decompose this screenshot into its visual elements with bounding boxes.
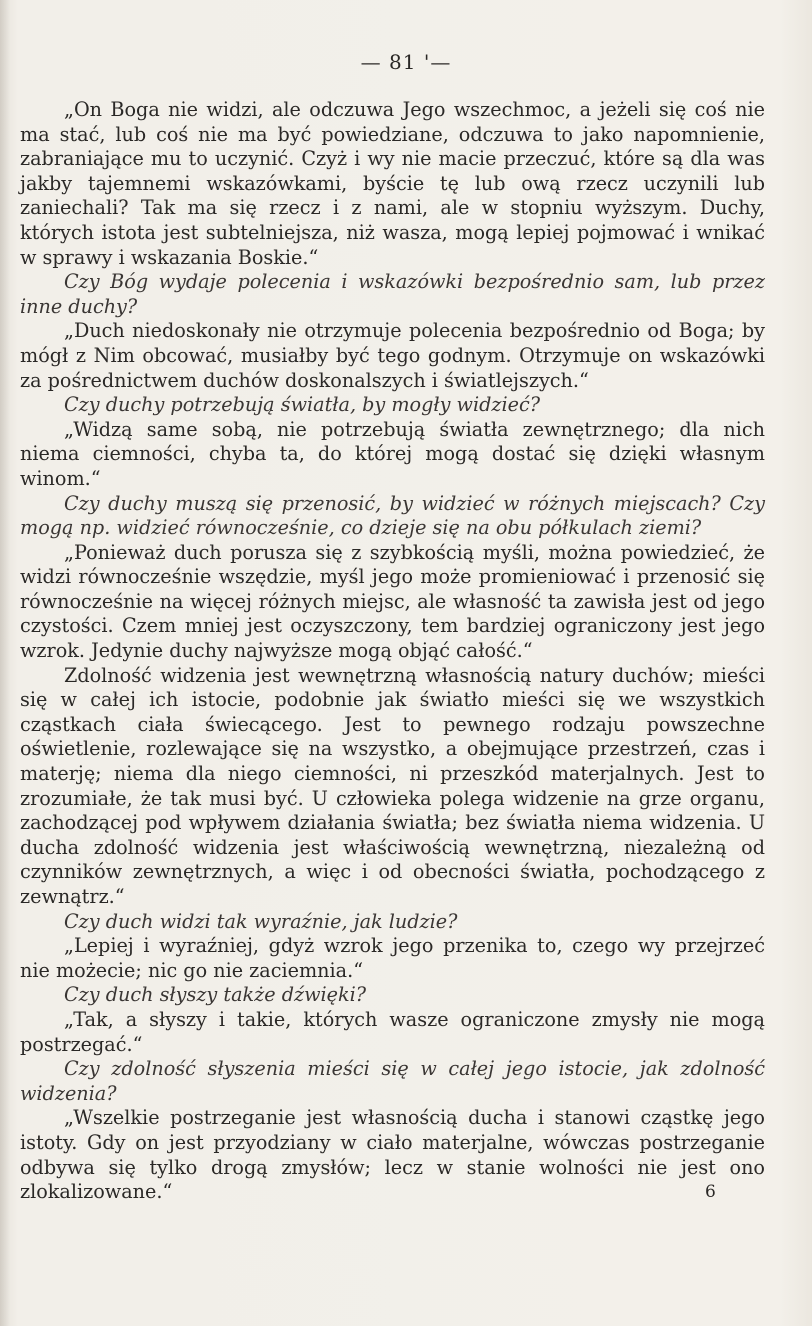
paragraph-answer: „Tak, a słyszy i takie, których wasze ograniczone zmysły nie mogą postrzegać.“ <box>20 1007 765 1056</box>
page-number-header: — 81 '— <box>360 50 452 74</box>
paragraph-question: Czy duchy muszą się przenosić, by widzieć w różnych miejscach? Czy mogą np. widzieć równocześnie, co dzieje się na obu półkulach ziemi? <box>20 491 765 540</box>
paragraph-answer: „Lepiej i wyraźniej, gdyż wzrok jego przenika to, czego wy przejrzeć nie możecie; nic go nie zaciemnia.“ <box>20 934 765 982</box>
paragraph-question: Czy duch słyszy także dźwięki? <box>64 983 367 1007</box>
paragraph-question: Czy duchy potrzebują światła, by mogły widzieć? <box>64 393 541 417</box>
paragraph-question: Czy zdolność słyszenia mieści się w całej jego istocie, jak zdolność widzenia? <box>20 1057 765 1105</box>
paragraph-text: Zdolność widzenia jest wewnętrzną własnością natury duchów; mieści się w całej ich istocie, podobnie jak światło mieści się we wszystkich cząstkach ciała świecącego. Jest to pewnego rodzaju powszechne oświetlenie, rozlewające się na wszystko, a obejmujące przestrzeń, czas i materję; niema dla niego ciemności, ni przeszkód materjalnych. Jest to zrozumiałe, że tak musi być. U człowieka polega widzenie na grze organu, zachodzącej pod wpływem działania światła; bez światła niema widzenia. U ducha zdolność widzenia jest właściwością wewnętrzną, niezależną od czynników zewnętrznych, a więc i od obecności światła, pochodzącego z zewnątrz.“ <box>20 663 765 908</box>
page-edge-shadow <box>0 0 10 1326</box>
paragraph-answer: „Ponieważ duch porusza się z szybkością myśli, można powiedzieć, że widzi równocześnie wszędzie, myśl jego może promieniować i przenosić się równocześnie na więcej różnych miejsc, ale własność ta zawisła jest od jego czystości. Czem mniej jest oczyszczony, tem bardziej ograniczony jest jego wzrok. Jedynie duchy najwyższe mogą objąć całość.“ <box>20 540 765 663</box>
paragraph-question: Czy duch widzi tak wyraźnie, jak ludzie? <box>64 909 458 933</box>
paragraph-answer: „Wszelkie postrzeganie jest własnością ducha i stanowi cząstkę jego istoty. Gdy on jest przyodziany w ciało materjalne, wówczas postrzeganie odbywa się tylko drogą zmysłów; lecz w stanie wolności nie jest ono zlokalizowane.“ <box>20 1106 765 1204</box>
signature-mark: 6 <box>705 1182 716 1202</box>
paragraph-question: Czy Bóg wydaje polecenia i wskazówki bezpośrednio sam, lub przez inne duchy? <box>20 270 765 318</box>
page-text <box>20 98 765 1205</box>
paragraph-answer: „Duch niedoskonały nie otrzymuje polecenia bezpośrednio od Boga; by mógł z Nim obcować, musiałby być tego godnym. Otrzymuje on wskazówki za pośrednictwem duchów doskonalszych i światlejszych.“ <box>20 319 765 392</box>
paragraph-answer: „Widzą same sobą, nie potrzebują światła zewnętrznego; dla nich niema ciemności, chyba ta, do której mogą dostać się dzięki własnym winom.“ <box>20 417 765 490</box>
paragraph-answer: „On Boga nie widzi, ale odczuwa Jego wszechmoc, a jeżeli się coś nie ma stać, lub coś nie ma być powiedziane, odczuwa to jako napomnienie, zabraniające mu to uczynić. Czyż i wy nie macie przeczuć, które są dla was jakby tajemnemi wskazówkami, byście tę lub ową rzecz uczynili lub zaniechali? Tak ma się rzecz i z nami, ale w stopniu wyższym. Duchy, których istota jest subtelniejsza, niż wasza, mogą lepiej pojmować i wnikać w sprawy i wskazania Boskie.“ <box>20 98 765 269</box>
